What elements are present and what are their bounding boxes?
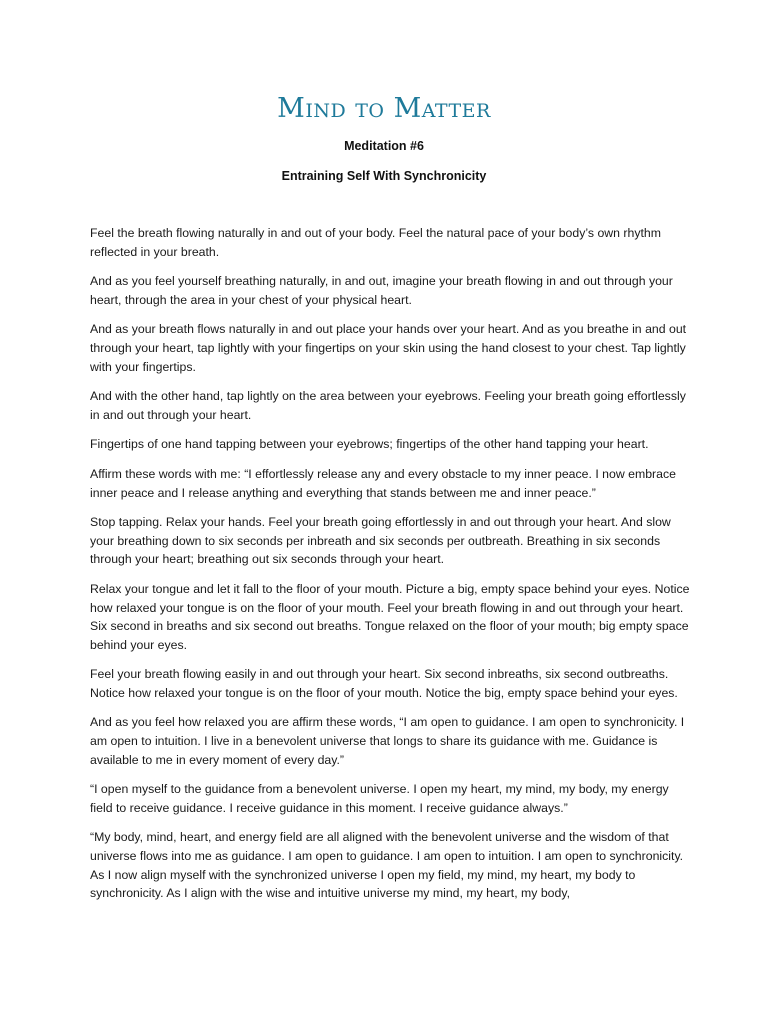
paragraph: And as you feel how relaxed you are affirm these words, “I am open to guidance. I am open to synchronicity. I am open to intuition. I live in a benevolent universe that longs to share its guidance with me. Guidance is available to me in every moment of every day.” bbox=[90, 715, 685, 767]
paragraph: “My body, mind, heart, and energy field are all aligned with the benevolent universe and the wisdom of that universe flows into me as guidance. I am open to guidance. I am open to intuition. I am open to synchronicity. As I now align myself with the synchronized universe I open my field, my mind, my heart, my body to synchronicity. As I align with the wise and intuitive universe my mind, my heart, my body, bbox=[90, 830, 684, 901]
meditation-title: Entraining Self With Synchronicity bbox=[281, 169, 487, 183]
meditation-body bbox=[90, 224, 690, 914]
paragraph: Feel the breath flowing naturally in and out of your body. Feel the natural pace of your body’s own rhythm reflected in your breath. bbox=[90, 226, 662, 259]
paragraph: Relax your tongue and let it fall to the floor of your mouth. Picture a big, empty space behind your eyes. Notice how relaxed your tongue is on the floor of your mouth. Feel your breath flowing in and out through your heart. Six second in breaths and six second out breaths. Tongue relaxed on the floor of your mouth; big empty space behind your eyes. bbox=[90, 581, 690, 652]
paragraph: Fingertips of one hand tapping between your eyebrows; fingertips of the other hand tapping your heart. bbox=[90, 437, 649, 452]
paragraph: Stop tapping. Relax your hands. Feel your breath going effortlessly in and out through your heart. And slow your breathing down to six seconds per inbreath and six seconds per outbreath. Breathing in six seconds through your heart; breathing out six seconds through your heart. bbox=[90, 515, 671, 567]
brand-logo: Mind to Matter bbox=[277, 93, 491, 124]
paragraph: Affirm these words with me: “I effortlessly release any and every obstacle to my inner peace. I now embrace inner peace and I release anything and everything that stands between me and inner peace.” bbox=[90, 466, 676, 500]
paragraph: And as your breath flows naturally in and out place your hands over your heart. And as you breathe in and out through your heart, tap lightly with your fingertips on your skin using the hand closest to your chest. Tap lightly with your fingertips. bbox=[90, 322, 687, 374]
paragraph: “I open myself to the guidance from a benevolent universe. I open my heart, my mind, my body, my energy field to receive guidance. I receive guidance in this moment. I receive guidance always.” bbox=[90, 782, 669, 815]
paragraph: And with the other hand, tap lightly on the area between your eyebrows. Feeling your breath going effortlessly in and out through your heart. bbox=[90, 389, 686, 422]
paragraph: And as you feel yourself breathing naturally, in and out, imagine your breath flowing in and out through your heart, through the area in your chest of your physical heart. bbox=[90, 274, 673, 307]
meditation-number: Meditation #6 bbox=[344, 139, 424, 153]
paragraph: Feel your breath flowing easily in and out through your heart. Six second inbreaths, six second outbreaths. Notice how relaxed your tongue is on the floor of your mouth. Notice the big, empty space behind your eyes. bbox=[90, 667, 678, 700]
